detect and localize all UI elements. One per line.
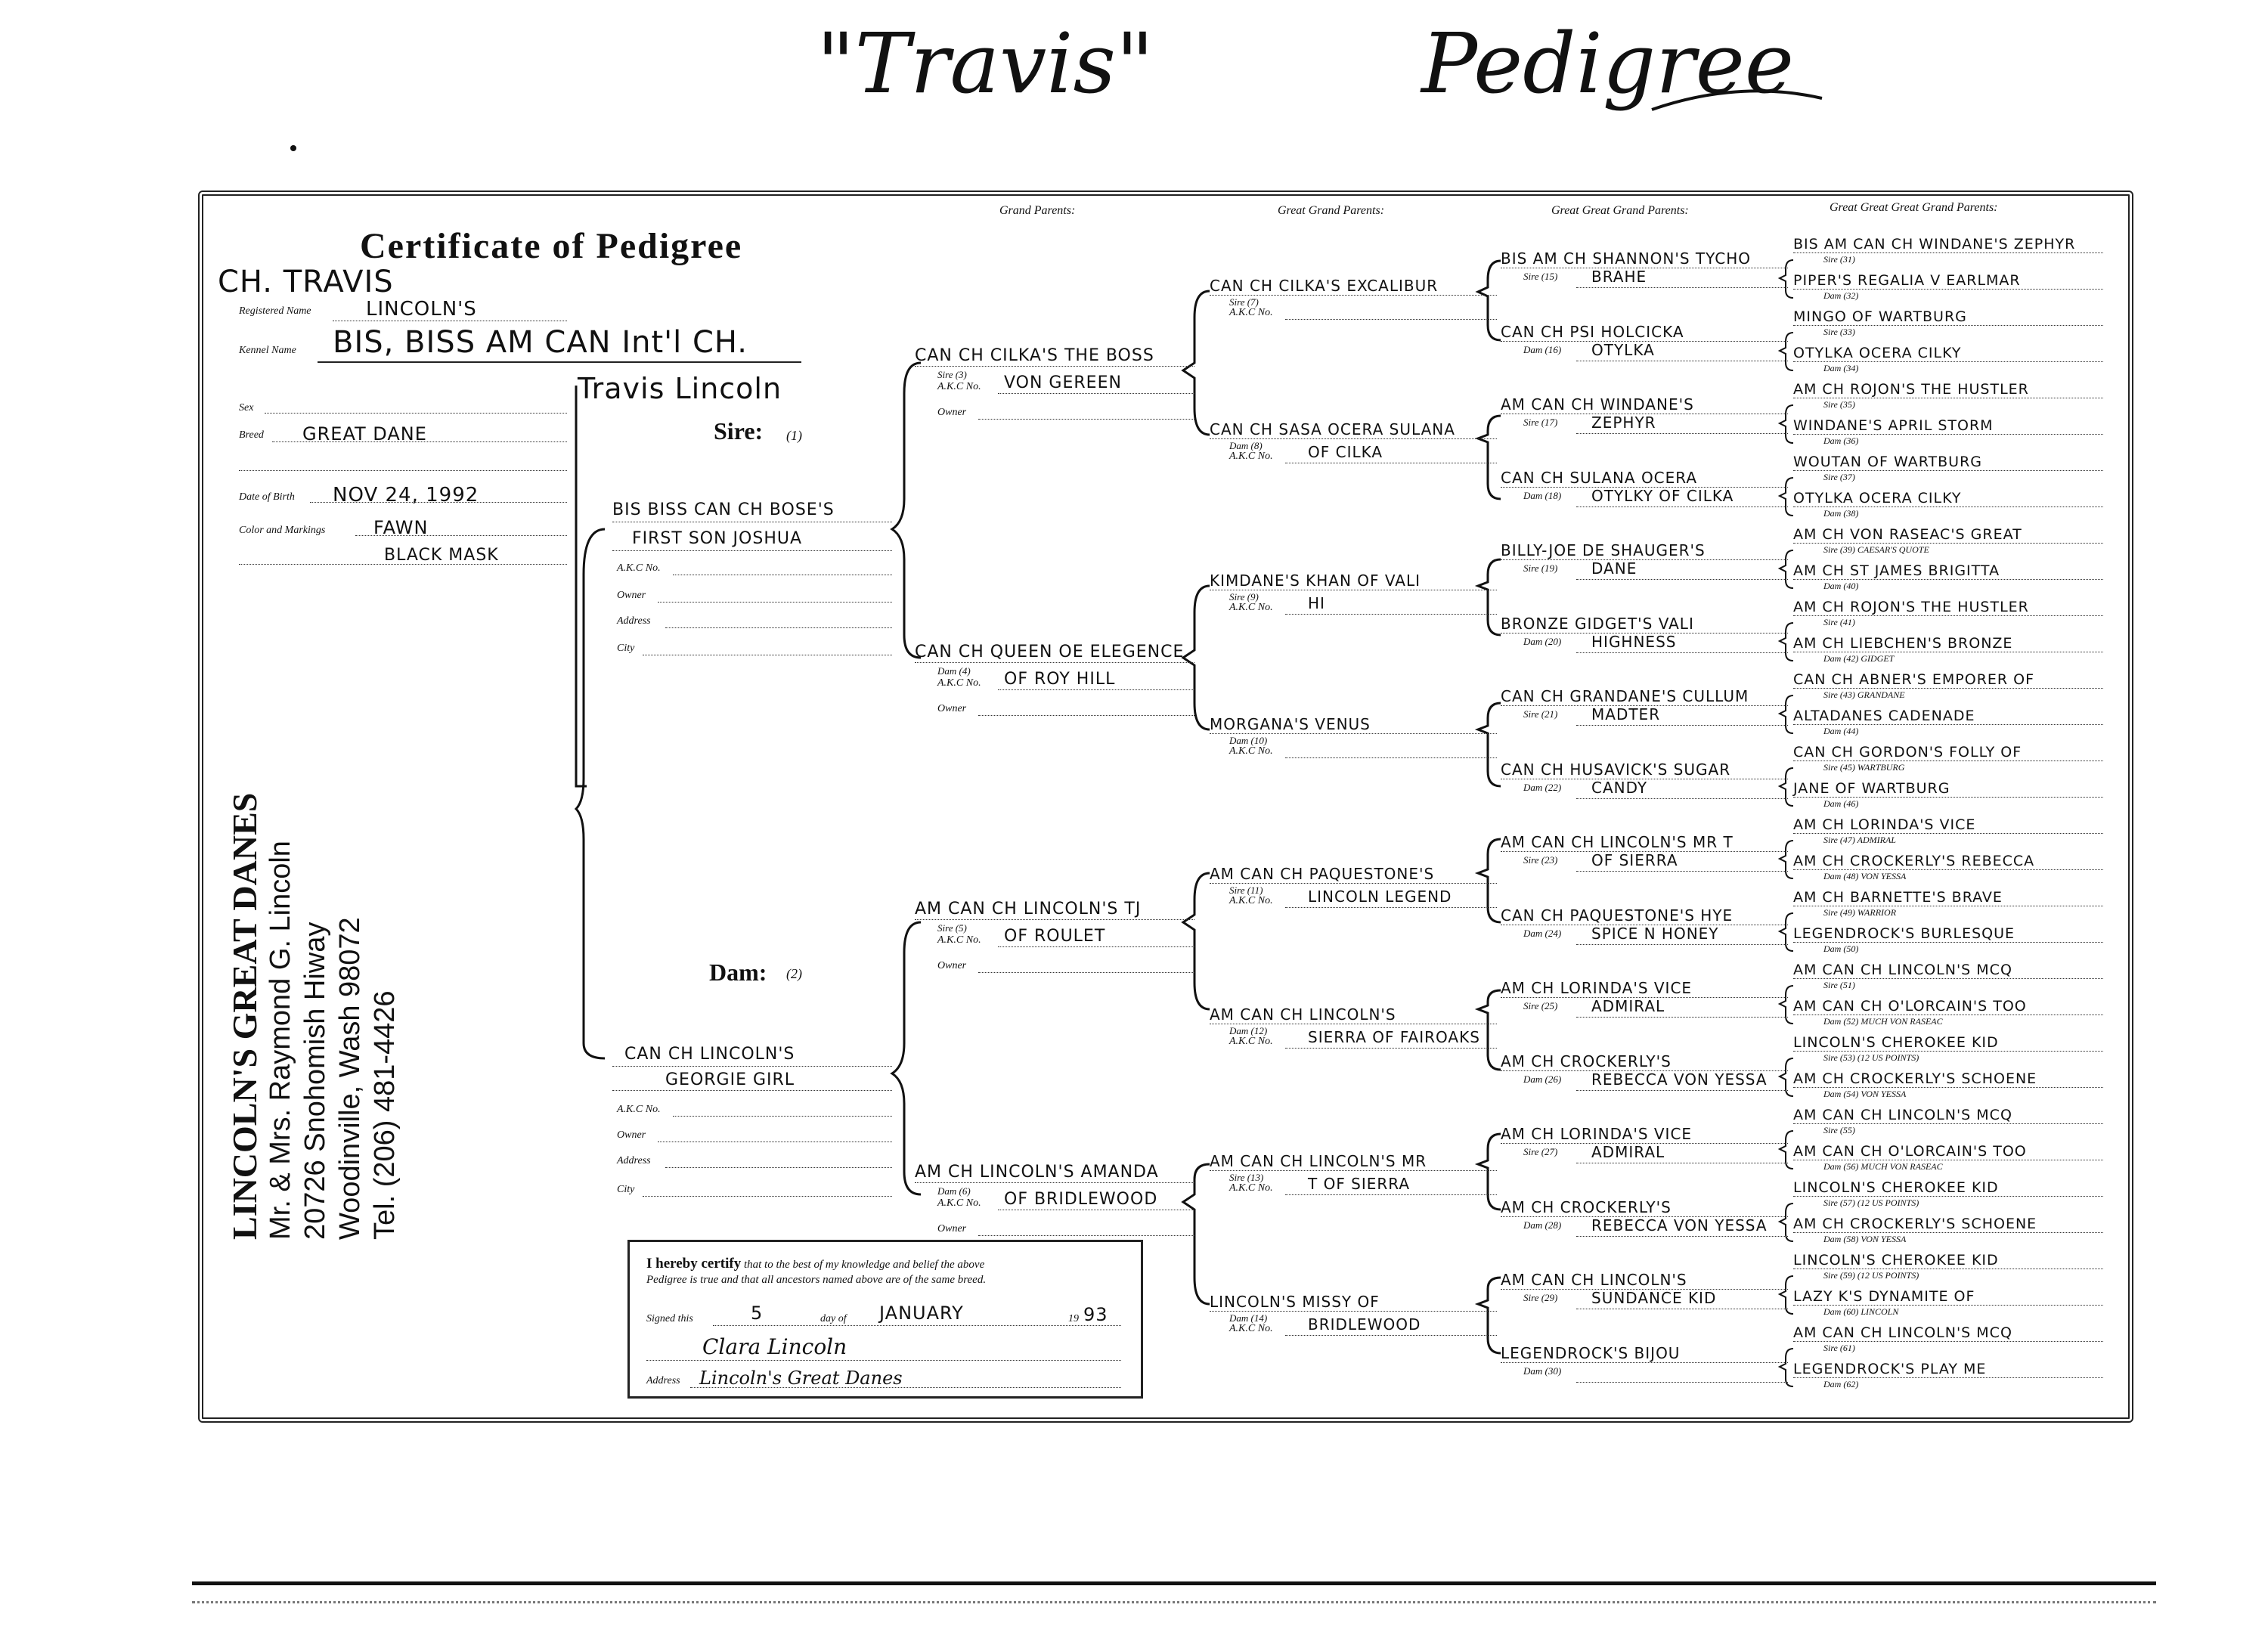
ggg-grandparent-name: AM CH CROCKERLY'S SCHOENE (1793, 1216, 2037, 1232)
ggg-grandparent-tag: Sire (41) (1823, 617, 1855, 627)
ggg-bracket (1780, 478, 1793, 516)
great-grandparent-akc-label: A.K.C No. (1229, 745, 1273, 757)
entry-underline (1576, 944, 1788, 945)
entry-underline (1793, 543, 2103, 544)
gg-grandparent-name-2: SPICE N HONEY (1591, 924, 1719, 943)
entry-underline (978, 1235, 1194, 1236)
gg-grandparent-tag: Sire (27) (1523, 1146, 1558, 1157)
gg-grandparent-name-2: HIGHNESS (1591, 632, 1677, 651)
great-grandparent-name: MORGANA'S VENUS (1210, 715, 1371, 733)
great-grandparent-name: AM CAN CH LINCOLN'S MR (1210, 1152, 1427, 1170)
ggg-grandparent-tag: Sire (55) (1823, 1125, 1855, 1135)
ggg-grandparent-name: AM CAN CH LINCOLN'S MCQ (1793, 962, 2012, 978)
ggg-grandparent-tag: Sire (37) (1823, 472, 1855, 482)
ggg-grandparent-tag: Dam (60) LINCOLN (1823, 1306, 1899, 1317)
ggg-grandparent-tag: Dam (48) VON YESSA (1823, 871, 1907, 881)
ggg-grandparent-name: OTYLKA OCERA CILKY (1793, 490, 1962, 506)
gg-grandparent-name: LEGENDROCK'S BIJOU (1501, 1343, 1681, 1362)
entry-underline (915, 919, 1194, 920)
great-grandparent-name-2: LINCOLN LEGEND (1308, 888, 1452, 906)
gg-grandparent-tag: Dam (16) (1523, 343, 1562, 355)
entry-underline (1576, 652, 1788, 653)
gg-grandparent-tag: Sire (19) (1523, 562, 1558, 574)
entry-underline (1793, 1305, 2103, 1306)
ggg-grandparent-name: AM CH LIEBCHEN'S BRONZE (1793, 635, 2013, 652)
ggg-grandparent-name: AM CH CROCKERLY'S SCHOENE (1793, 1070, 2037, 1087)
entry-underline (978, 715, 1194, 716)
entry-underline (1793, 760, 2103, 761)
great-grandparent-name-2: SIERRA OF FAIROAKS (1308, 1028, 1480, 1046)
entry-underline (1793, 1051, 2103, 1052)
kennel-info-block (227, 756, 438, 1240)
ggg-grandparent-tag: Dam (42) GIDGET (1823, 653, 1895, 664)
great-grandparent-tag: Sire (7) (1229, 296, 1259, 308)
ggg-bracket (1780, 260, 1793, 298)
sire-akc-label: A.K.C No. (617, 562, 661, 574)
ggg-grandparent-tag: Sire (45) WARTBURG (1823, 762, 1905, 773)
entry-underline (1793, 325, 2103, 326)
entry-underline (1576, 1090, 1788, 1091)
grandparent-owner-label: Owner (937, 1223, 967, 1234)
ggg-bracket (1780, 841, 1793, 878)
dog-name-top: CH. TRAVIS (218, 265, 394, 299)
ggg-bracket (1780, 623, 1793, 661)
ggg-grandparent-name: AM CAN CH O'LORCAIN'S TOO (1793, 998, 2027, 1015)
ggg-grandparent-tag: Sire (47) ADMIRAL (1823, 835, 1896, 845)
ggg-grandparent-tag: Sire (57) (12 US POINTS) (1823, 1197, 1919, 1208)
great-grandparent-name: LINCOLN'S MISSY OF (1210, 1293, 1380, 1311)
ggg-grandparent-name: AM CAN CH O'LORCAIN'S TOO (1793, 1143, 2027, 1160)
ggg-grandparent-name: LAZY K'S DYNAMITE OF (1793, 1288, 1975, 1305)
entry-underline (1285, 1048, 1497, 1049)
gg-grandparent-tag: Sire (29) (1523, 1292, 1558, 1303)
color-label: Color and Markings (239, 525, 326, 536)
gg-grandparent-name-2: REBECCA VON YESSA (1591, 1070, 1768, 1089)
great-grandparent-tag: Sire (13) (1229, 1172, 1264, 1183)
bottom-dotted-rule (192, 1601, 2156, 1603)
ggg-grandparent-name: AM CH LORINDA'S VICE (1793, 816, 1976, 833)
gg-grandparent-tag: Dam (18) (1523, 489, 1562, 501)
ggg-grandparent-name: LINCOLN'S CHEROKEE KID (1793, 1034, 1999, 1051)
entry-underline (998, 946, 1194, 947)
grandparent-tag: Sire (3) (937, 369, 967, 380)
ggg-grandparent-name: AM CAN CH LINCOLN'S MCQ (1793, 1324, 2012, 1341)
gg-grandparent-name-2: BRAHE (1591, 268, 1647, 286)
gg-grandparent-name: BRONZE GIDGET'S VALI (1501, 614, 1694, 633)
grandparent-owner-label: Owner (937, 703, 967, 714)
entry-underline (1793, 833, 2103, 834)
ggg-grandparent-tag: Sire (51) (1823, 980, 1855, 990)
certify-lead: I hereby certify (646, 1256, 742, 1272)
entry-underline (1793, 1341, 2103, 1342)
entry-underline (1793, 724, 2103, 725)
gg-grandparent-name: AM CH LORINDA'S VICE (1501, 979, 1693, 997)
entry-underline (1285, 1335, 1497, 1336)
signed-day: 5 (751, 1303, 764, 1324)
entry-underline (1793, 579, 2103, 580)
ggg-grandparent-name: AM CAN CH LINCOLN'S MCQ (1793, 1107, 2012, 1123)
grandparent-akc-label: A.K.C No. (937, 677, 981, 689)
sex-label: Sex (239, 402, 254, 414)
great-grandparent-akc-label: A.K.C No. (1229, 307, 1273, 318)
ggg-grandparent-name: AM CH BARNETTE'S BRAVE (1793, 889, 2003, 906)
heading-pedigree: Pedigree (1421, 15, 1794, 112)
ggg-grandparent-name: PIPER'S REGALIA V EARLMAR (1793, 272, 2021, 289)
header-grand-parents: Grand Parents: (999, 204, 1076, 217)
registered-name-value: LINCOLN'S (366, 298, 477, 321)
day-of-label: day of (820, 1313, 847, 1324)
entry-underline (1501, 559, 1788, 560)
gg-grandparent-name: AM CAN CH LINCOLN'S MR T (1501, 833, 1734, 851)
entry-underline (1210, 295, 1497, 296)
grandparent-tag: Dam (4) (937, 665, 971, 677)
entry-underline (1576, 1236, 1788, 1237)
gg-grandparent-tag: Dam (24) (1523, 927, 1562, 939)
ggg-bracket (1780, 333, 1793, 370)
ggg-grandparent-tag: Dam (44) (1823, 726, 1859, 736)
entry-underline (1210, 883, 1497, 884)
ggg-grandparent-name: AM CH CROCKERLY'S REBECCA (1793, 853, 2035, 869)
entry-underline (1501, 1362, 1788, 1363)
entry-underline (978, 972, 1194, 973)
ggg-grandparent-tag: Dam (56) MUCH VON RASEAC (1823, 1161, 1943, 1172)
ggg-grandparent-tag: Sire (35) (1823, 399, 1855, 410)
dam-akc-label: A.K.C No. (617, 1104, 661, 1115)
address-label: Address (646, 1375, 680, 1386)
ggg-grandparent-tag: Sire (53) (12 US POINTS) (1823, 1052, 1919, 1063)
heading-travis: "Travis" (816, 15, 1154, 112)
gg-grandparent-name-2: ADMIRAL (1591, 997, 1665, 1015)
grandparent-name-2: OF ROULET (1004, 927, 1106, 946)
ggg-bracket (1780, 1058, 1793, 1096)
gg-grandparent-name-2: ZEPHYR (1591, 414, 1656, 432)
ggg-grandparent-name: BIS AM CAN CH WINDANE'S ZEPHYR (1793, 236, 2076, 252)
entry-underline (1576, 871, 1788, 872)
gg-grandparent-name: AM CAN CH WINDANE'S (1501, 395, 1694, 414)
sire-owner-label: Owner (617, 590, 646, 601)
ggg-grandparent-tag: Dam (50) (1823, 943, 1859, 954)
ggg-grandparent-tag: Dam (34) (1823, 363, 1859, 373)
signature: Clara Lincoln (702, 1334, 847, 1359)
great-grandparent-akc-label: A.K.C No. (1229, 895, 1273, 906)
great-grandparent-akc-label: A.K.C No. (1229, 1182, 1273, 1194)
ggg-grandparent-name: LEGENDROCK'S BURLESQUE (1793, 925, 2015, 942)
great-grandparent-name: AM CAN CH PAQUESTONE'S (1210, 865, 1435, 883)
grandparent-name: AM CH LINCOLN'S AMANDA (915, 1163, 1159, 1182)
great-grandparent-tag: Dam (12) (1229, 1025, 1268, 1036)
great-grandparent-name-2: OF CILKA (1308, 443, 1383, 461)
great-grandparent-akc-label: A.K.C No. (1229, 602, 1273, 613)
entry-underline (1793, 1196, 2103, 1197)
great-grandparent-akc-label: A.K.C No. (1229, 1036, 1273, 1047)
certify-text-2: Pedigree is true and that all ancestors named above are of the same breed. (646, 1274, 987, 1286)
entry-underline (1793, 615, 2103, 616)
dam-address-label: Address (617, 1155, 651, 1166)
entry-underline (998, 689, 1194, 690)
signed-year: 93 (1083, 1304, 1108, 1325)
entry-underline (1576, 725, 1788, 726)
ggg-grandparent-tag: Dam (38) (1823, 508, 1859, 519)
ggg-grandparent-name: AM CH VON RASEAC'S GREAT (1793, 526, 2022, 543)
ggg-grandparent-tag: Dam (62) (1823, 1379, 1859, 1389)
grandparent-tag: Dam (6) (937, 1185, 971, 1197)
entry-underline (1210, 733, 1497, 734)
grandparent-name-2: OF ROY HILL (1004, 670, 1116, 689)
entry-underline (1285, 614, 1497, 615)
ggg-grandparent-tag: Sire (33) (1823, 327, 1855, 337)
entry-underline (1793, 978, 2103, 979)
gg-grandparent-tag: Sire (17) (1523, 417, 1558, 428)
header-gg-grand-parents: Great Great Grand Parents: (1551, 204, 1689, 217)
entry-underline (1210, 438, 1497, 439)
dam-owner-label: Owner (617, 1129, 646, 1141)
great-grandparent-tag: Dam (10) (1229, 735, 1268, 746)
dam-name-line2: GEORGIE GIRL (665, 1070, 795, 1089)
entry-underline (1793, 1087, 2103, 1088)
gg-grandparent-name: AM CH CROCKERLY'S (1501, 1052, 1672, 1070)
ggg-bracket (1780, 550, 1793, 588)
great-grandparent-tag: Dam (8) (1229, 440, 1263, 451)
gg-grandparent-name-2: CANDY (1591, 778, 1648, 797)
dam-label: Dam: (709, 959, 767, 986)
great-grandparent-name: CAN CH SASA OCERA SULANA (1210, 420, 1455, 438)
ggg-bracket (1780, 695, 1793, 733)
gg-grandparent-tag: Sire (25) (1523, 1000, 1558, 1011)
header-ggg-grand-parents: Great Great Great Grand Parents: (1830, 201, 1998, 214)
dob-label: Date of Birth (239, 491, 295, 503)
ggg-grandparent-name: AM CH ST JAMES BRIGITTA (1793, 562, 2000, 579)
entry-underline (1576, 287, 1788, 288)
grandparent-akc-label: A.K.C No. (937, 934, 981, 946)
gg-grandparent-tag: Dam (26) (1523, 1073, 1562, 1085)
grandparent-name: AM CAN CH LINCOLN'S TJ (915, 900, 1142, 918)
kennel-block-street: 20726 Snohomish Hiway (299, 922, 331, 1240)
entry-underline (978, 419, 1194, 420)
great-grandparent-name-2: HI (1308, 594, 1325, 612)
gg-grandparent-name: CAN CH SULANA OCERA (1501, 468, 1698, 487)
entry-underline (1793, 942, 2103, 943)
entry-underline (1576, 1017, 1788, 1018)
entry-underline (1793, 688, 2103, 689)
certificate-title: Certificate of Pedigree (360, 226, 743, 266)
ggg-grandparent-tag: Dam (36) (1823, 435, 1859, 446)
grandparent-tag: Sire (5) (937, 922, 967, 934)
entry-underline (915, 366, 1194, 367)
grandparent-name: CAN CH CILKA'S THE BOSS (915, 346, 1154, 365)
gg-grandparent-name-2: OTYLKA (1591, 340, 1655, 359)
great-grandparent-name: AM CAN CH LINCOLN'S (1210, 1005, 1396, 1024)
ggg-grandparent-name: WOUTAN OF WARTBURG (1793, 454, 1982, 470)
great-grandparent-name: KIMDANE'S KHAN OF VALI (1210, 572, 1421, 590)
entry-underline (1210, 1311, 1497, 1312)
entry-underline (1285, 907, 1497, 908)
entry-underline (1576, 1382, 1788, 1383)
grandparent-akc-label: A.K.C No. (937, 1197, 981, 1209)
ggg-grandparent-name: OTYLKA OCERA CILKY (1793, 345, 1962, 361)
entry-underline (1210, 1170, 1497, 1171)
kennel-name-value: BIS, BISS AM CAN Int'l CH. (333, 325, 748, 360)
gg-grandparent-name: AM CAN CH LINCOLN'S (1501, 1271, 1687, 1289)
gg-grandparent-name-2: REBECCA VON YESSA (1591, 1216, 1768, 1234)
kennel-block-name: LINCOLN'S GREAT DANES (225, 792, 264, 1240)
entry-underline (1793, 869, 2103, 870)
ggg-bracket (1780, 1349, 1793, 1386)
dam-name-line1: CAN CH LINCOLN'S (624, 1045, 795, 1064)
gg-grandparent-name: CAN CH PSI HOLCICKA (1501, 322, 1684, 341)
entry-underline (1793, 252, 2103, 253)
grandparent-owner-label: Owner (937, 407, 967, 418)
breed-label: Breed (239, 429, 264, 441)
gg-grandparent-tag: Dam (22) (1523, 781, 1562, 793)
ggg-grandparent-name: JANE OF WARTBURG (1793, 780, 1950, 797)
ggg-bracket (1780, 405, 1793, 443)
dam-city-label: City (617, 1184, 635, 1195)
bottom-rule (192, 1581, 2156, 1585)
sire-name-line2: FIRST SON JOSHUA (632, 529, 803, 548)
great-grandparent-akc-label: A.K.C No. (1229, 1323, 1273, 1334)
entry-underline (1793, 361, 2103, 362)
ggg-grandparent-name: CAN CH GORDON'S FOLLY OF (1793, 744, 2022, 760)
ggg-bracket (1780, 913, 1793, 951)
ggg-grandparent-tag: Sire (49) WARRIOR (1823, 907, 1897, 918)
gg-grandparent-name-2: OTYLKY OF CILKA (1591, 486, 1734, 505)
kennel-block-phone: Tel. (206) 481-4426 (369, 990, 401, 1240)
gg-grandparent-name-2: DANE (1591, 559, 1637, 578)
great-grandparent-akc-label: A.K.C No. (1229, 451, 1273, 462)
gg-grandparent-tag: Sire (15) (1523, 271, 1558, 282)
gg-grandparent-name-2: SUNDANCE KID (1591, 1289, 1717, 1307)
gg-grandparent-name: AM CH LORINDA'S VICE (1501, 1125, 1693, 1143)
entry-underline (1793, 289, 2103, 290)
address-value: Lincoln's Great Danes (699, 1368, 903, 1389)
dob-value: NOV 24, 1992 (333, 484, 479, 506)
ggg-grandparent-name: WINDANE'S APRIL STORM (1793, 417, 1994, 434)
entry-underline (1285, 1194, 1497, 1195)
ggg-grandparent-tag: Dam (54) VON YESSA (1823, 1089, 1907, 1099)
gg-grandparent-name: BILLY-JOE DE SHAUGER'S (1501, 541, 1706, 559)
sire-address-label: Address (617, 615, 651, 627)
header-great-grand-parents: Great Grand Parents: (1278, 204, 1385, 217)
grandparent-name-2: VON GEREEN (1004, 373, 1122, 392)
sire-num: (1) (786, 428, 802, 443)
gg-grandparent-name-2: OF SIERRA (1591, 851, 1678, 869)
entry-underline (1793, 1123, 2103, 1124)
breed-value: GREAT DANE (302, 423, 427, 445)
year-prefix: 19 (1068, 1313, 1079, 1324)
entry-underline (1793, 506, 2103, 507)
entry-underline (915, 1182, 1194, 1183)
gg-grandparent-tag: Dam (30) (1523, 1365, 1562, 1377)
entry-underline (915, 662, 1194, 663)
ggg-grandparent-name: MINGO OF WARTBURG (1793, 308, 1967, 325)
gg-grandparent-name: CAN CH PAQUESTONE'S HYE (1501, 906, 1734, 925)
kennel-name-label: Kennel Name (239, 345, 296, 356)
entry-underline (1576, 506, 1788, 507)
grandparent-name-2: OF BRIDLEWOOD (1004, 1190, 1158, 1209)
great-grandparent-tag: Dam (14) (1229, 1312, 1268, 1324)
gg-grandparent-name-2: MADTER (1591, 705, 1661, 723)
gg-grandparent-tag: Dam (28) (1523, 1219, 1562, 1231)
ggg-grandparent-name: LEGENDROCK'S PLAY ME (1793, 1361, 1987, 1377)
great-grandparent-tag: Sire (9) (1229, 591, 1259, 603)
entry-underline (1793, 470, 2103, 471)
entry-underline (1285, 319, 1497, 320)
signed-month: JANUARY (879, 1303, 964, 1324)
ggg-grandparent-name: CAN CH ABNER'S EMPORER OF (1793, 671, 2035, 688)
sire-name-line1: BIS BISS CAN CH BOSE'S (612, 500, 835, 519)
ggg-bracket (1780, 768, 1793, 806)
grandparent-owner-label: Owner (937, 960, 967, 971)
ggg-grandparent-tag: Dam (46) (1823, 798, 1859, 809)
entry-underline (1576, 433, 1788, 434)
great-grandparent-name-2: T OF SIERRA (1308, 1175, 1411, 1193)
gg-grandparent-name: BIS AM CH SHANNON'S TYCHO (1501, 249, 1752, 268)
gg-grandparent-name-2: ADMIRAL (1591, 1143, 1665, 1161)
gg-grandparent-tag: Sire (21) (1523, 708, 1558, 720)
ggg-grandparent-tag: Sire (43) GRANDANE (1823, 689, 1905, 700)
gg-grandparent-tag: Sire (23) (1523, 854, 1558, 866)
ggg-grandparent-tag: Sire (61) (1823, 1343, 1855, 1353)
gg-grandparent-name: CAN CH HUSAVICK'S SUGAR (1501, 760, 1731, 779)
entry-underline (1576, 798, 1788, 799)
ggg-grandparent-tag: Dam (58) VON YESSA (1823, 1234, 1907, 1244)
sire-label: Sire: (714, 417, 764, 445)
ggg-grandparent-tag: Dam (32) (1823, 290, 1859, 301)
great-grandparent-tag: Sire (11) (1229, 884, 1263, 896)
ggg-grandparent-name: LINCOLN'S CHEROKEE KID (1793, 1179, 1999, 1196)
ggg-grandparent-name: ALTADANES CADENADE (1793, 708, 1975, 724)
sire-city-label: City (617, 643, 635, 654)
kennel-name-cont: Travis Lincoln (578, 372, 782, 405)
dam-num: (2) (786, 966, 802, 981)
entry-underline (1793, 434, 2103, 435)
gg-grandparent-name: CAN CH GRANDANE'S CULLUM (1501, 687, 1749, 705)
entry-underline (1576, 579, 1788, 580)
registered-name-label: Registered Name (239, 305, 311, 317)
entry-underline (1793, 797, 2103, 798)
ggg-grandparent-tag: Sire (31) (1823, 254, 1855, 265)
ggg-grandparent-name: LINCOLN'S CHEROKEE KID (1793, 1252, 1999, 1269)
gg-grandparent-name: AM CH CROCKERLY'S (1501, 1197, 1672, 1216)
color-value: FAWN (373, 517, 429, 538)
kennel-block-owners: Mr. & Mrs. Raymond G. Lincoln (265, 841, 296, 1240)
entry-underline (1285, 757, 1497, 758)
ggg-grandparent-name: AM CH ROJON'S THE HUSTLER (1793, 599, 2029, 615)
ggg-grandparent-tag: Dam (52) MUCH VON RASEAC (1823, 1016, 1943, 1027)
ggg-grandparent-tag: Sire (39) CAESAR'S QUOTE (1823, 544, 1929, 555)
ggg-grandparent-tag: Dam (40) (1823, 581, 1859, 591)
kennel-block-city: Woodinville, Wash 98072 (334, 917, 366, 1240)
ggg-grandparent-name: AM CH ROJON'S THE HUSTLER (1793, 381, 2029, 398)
color-value-2: BLACK MASK (384, 546, 499, 565)
signed-label: Signed this (646, 1313, 693, 1324)
ggg-bracket (1780, 986, 1793, 1024)
great-grandparent-name: CAN CH CILKA'S EXCALIBUR (1210, 277, 1439, 295)
great-grandparent-name-2: BRIDLEWOOD (1308, 1315, 1421, 1334)
entry-underline (1793, 1377, 2103, 1378)
grandparent-name: CAN CH QUEEN OE ELEGENCE (915, 643, 1185, 661)
certify-box (627, 1240, 1143, 1399)
ggg-grandparent-tag: Sire (59) (12 US POINTS) (1823, 1270, 1919, 1281)
certify-text-1: that to the best of my knowledge and belief the above (743, 1259, 985, 1271)
grandparent-akc-label: A.K.C No. (937, 381, 981, 392)
gg-grandparent-tag: Dam (20) (1523, 635, 1562, 647)
entry-underline (998, 393, 1194, 394)
entry-underline (1793, 1232, 2103, 1233)
